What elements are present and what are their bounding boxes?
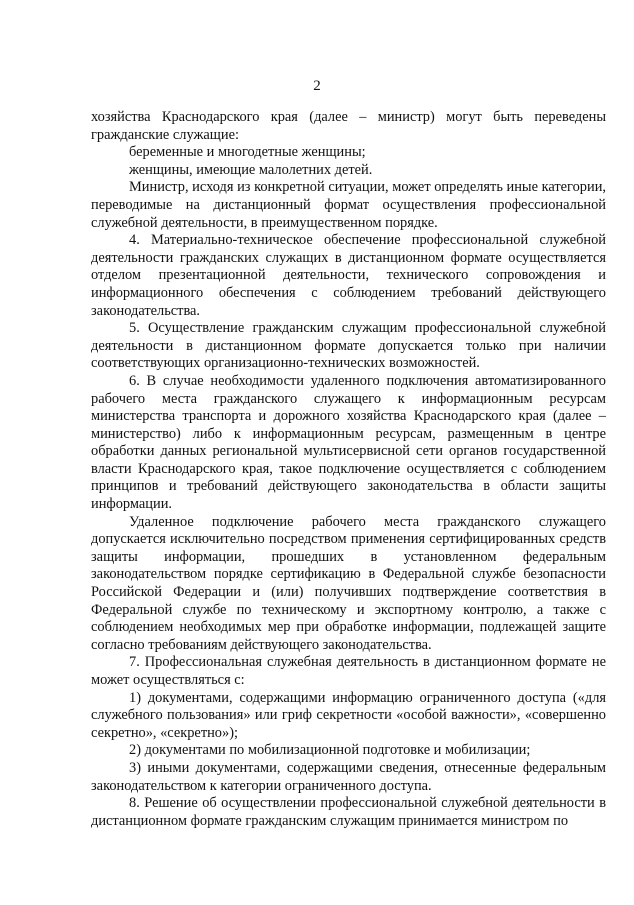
paragraph-clause-4: 4. Материально-техническое обеспечение профессиональной служебной деятельности гражданских служащих в дистанционном формате осуществляется отделом презентационной деятельности, технического сопровождения и информационного обеспечения с соблюдением требований действующего законодательства.	[91, 232, 606, 319]
paragraph-clause-6: 6. В случае необходимости удаленного подключения автоматизированного рабочего места гражданского служащего к информационным ресурсам министерства транспорта и дорожного хозяйства Краснодарского края (далее – министерство) либо к информационным ресурсам, размещенным в центре обработки данных региональной мультисервисной сети органов государственной власти Краснодарского края, такое подключение осуществляется с соблюдением принципов и требований действующего законодательства в области защиты информации.	[91, 372, 606, 513]
paragraph-list-item: 3) иными документами, содержащими сведения, отнесенные федеральным законодательством к категории ограниченного доступа.	[91, 759, 606, 794]
paragraph-clause-5: 5. Осуществление гражданским служащим профессиональной служебной деятельности в дистанционном формате допускается только при наличии соответствующих организационно-технических возможностей.	[91, 320, 606, 372]
paragraph-list-item: женщины, имеющие малолетних детей.	[129, 161, 373, 178]
paragraph-list-item: 2) документами по мобилизационной подготовке и мобилизации;	[129, 742, 531, 759]
paragraph: Удаленное подключение рабочего места гражданского служащего допускается исключительно посредством применения сертифицированных средств защиты информации, прошедших в установленном федеральным законодательством порядке сертификацию в Федеральной службе безопасности Российской Федерации и (или) получивших подтверждение соответствия в Федеральной службе по техническому и экспортному контролю, а также с соблюдением необходимых мер при обработке информации, подлежащей защите согласно требованиям действующего законодательства.	[91, 513, 606, 653]
paragraph-clause-8: 8. Решение об осуществлении профессиональной служебной деятельности в дистанционном формате гражданским служащим принимается министром по	[91, 795, 606, 829]
page-number: 2	[313, 78, 321, 94]
paragraph: Министр, исходя из конкретной ситуации, может определять иные категории, переводимые на дистанционный формат осуществления профессиональной служебной деятельности, в преимущественном порядке.	[91, 179, 606, 231]
paragraph-list-item: 1) документами, содержащими информацию ограниченного доступа («для служебного пользования» или гриф секретности «особой важности», «совершенно секретно», «секретно»);	[91, 689, 606, 741]
document-body	[91, 109, 606, 830]
paragraph-clause-7: 7. Профессиональная служебная деятельность в дистанционном формате не может осуществляться с:	[91, 654, 606, 688]
paragraph-list-item: беременные и многодетные женщины;	[129, 144, 366, 161]
paragraph-continuation: хозяйства Краснодарского края (далее – министр) могут быть переведены гражданские служащие:	[91, 109, 606, 143]
